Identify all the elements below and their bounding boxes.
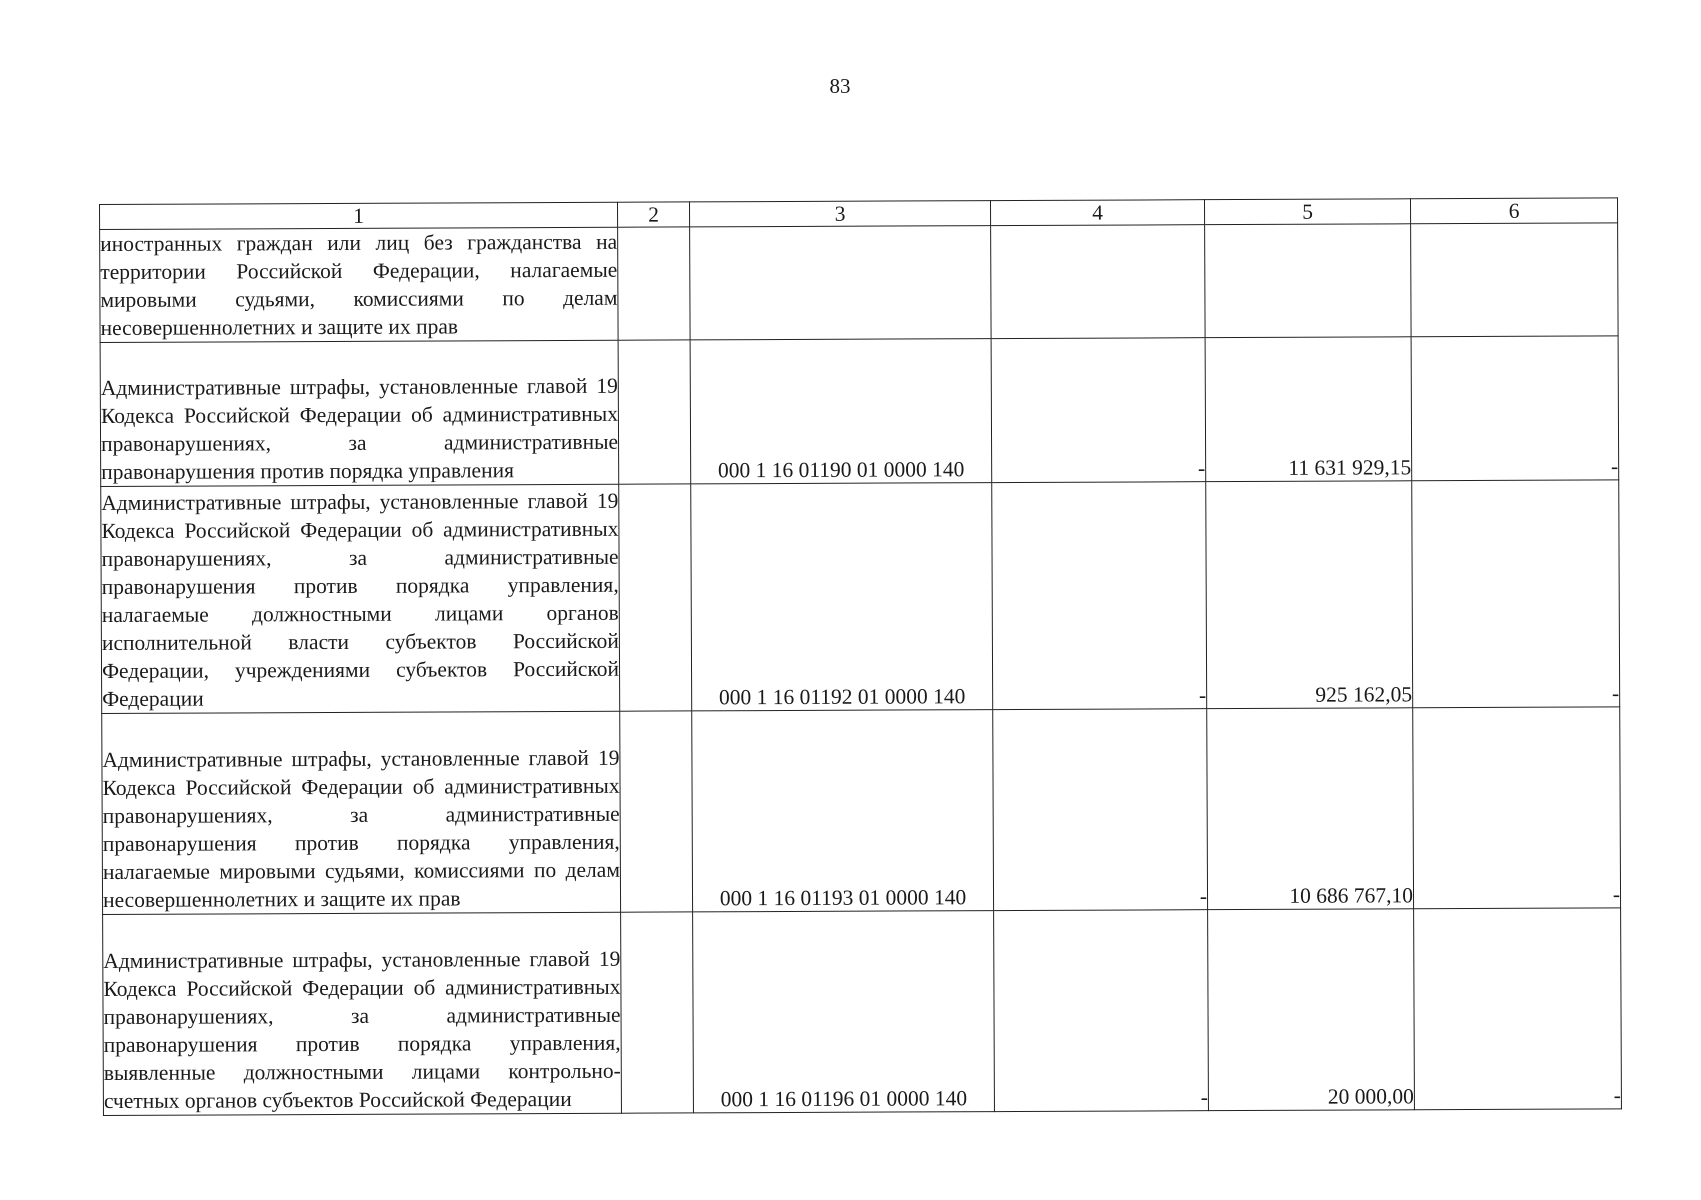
table-row <box>100 336 1619 487</box>
report-table-container <box>99 197 1622 1116</box>
column-header-6: 6 <box>1410 198 1617 224</box>
row-code <box>690 226 991 340</box>
row-col2 <box>621 912 694 1113</box>
table-row <box>102 707 1621 915</box>
table-row <box>100 223 1618 343</box>
row-col6: - <box>1414 908 1622 1110</box>
row-col6: - <box>1413 707 1621 909</box>
row-amount: 10 686 767,10 <box>1207 708 1414 910</box>
row-code: 000 1 16 01190 01 0000 140 <box>690 339 992 484</box>
row-col4: - <box>992 482 1207 710</box>
row-amount: 20 000,00 <box>1208 909 1415 1111</box>
row-code: 000 1 16 01193 01 0000 140 <box>692 710 994 912</box>
column-header-5: 5 <box>1204 199 1410 225</box>
row-col2 <box>618 227 690 340</box>
report-table <box>99 197 1622 1116</box>
row-amount: 925 162,05 <box>1206 481 1413 709</box>
row-col4: - <box>993 709 1208 911</box>
row-description: Административные штрафы, установленные главой 19 Кодекса Российской Федерации об административных правонарушениях, за административные правонарушения против порядка управления, налагаемые мировыми судьями, комиссиями по делам несовершеннолетних и защите их прав <box>102 711 621 914</box>
row-code: 000 1 16 01196 01 0000 140 <box>693 911 995 1113</box>
table-row <box>101 480 1620 714</box>
row-col6: - <box>1412 480 1620 708</box>
column-header-4: 4 <box>990 200 1204 226</box>
row-description: Административные штрафы, установленные главой 19 Кодекса Российской Федерации об административных правонарушениях, за административные правонарушения против порядка управления <box>100 340 619 486</box>
row-description: Административные штрафы, установленные главой 19 Кодекса Российской Федерации об административных правонарушениях, за административные правонарушения против порядка управления, налагаемые должностными лицами органов исполнительной власти субъектов Российской Федерации, учреждениями субъектов Российской Федерации <box>101 484 620 713</box>
row-amount <box>1205 224 1411 338</box>
row-col2 <box>619 484 692 711</box>
row-code: 000 1 16 01192 01 0000 140 <box>691 483 993 711</box>
column-header-3: 3 <box>689 201 990 227</box>
column-header-1: 1 <box>100 202 618 229</box>
row-amount: 11 631 929,15 <box>1205 337 1412 482</box>
page-number: 83 <box>829 74 851 98</box>
row-col2 <box>618 340 691 484</box>
row-description: иностранных граждан или лиц без гражданства на территории Российской Федерации, налагаемые мировыми судьями, комиссиями по делам несовершеннолетних и защите их прав <box>100 227 618 342</box>
row-col2 <box>620 711 693 912</box>
row-description: Административные штрафы, установленные главой 19 Кодекса Российской Федерации об административных правонарушениях, за административные правонарушения против порядка управления, выявленные должностными лицами контрольно-счетных органов субъектов Российской Федерации <box>103 912 622 1115</box>
row-col4: - <box>994 910 1209 1112</box>
row-col4: - <box>991 338 1206 483</box>
row-col6 <box>1411 223 1618 337</box>
row-col6: - <box>1411 336 1619 481</box>
table-row <box>103 908 1622 1116</box>
column-header-2: 2 <box>617 202 689 227</box>
row-col4 <box>991 225 1205 339</box>
